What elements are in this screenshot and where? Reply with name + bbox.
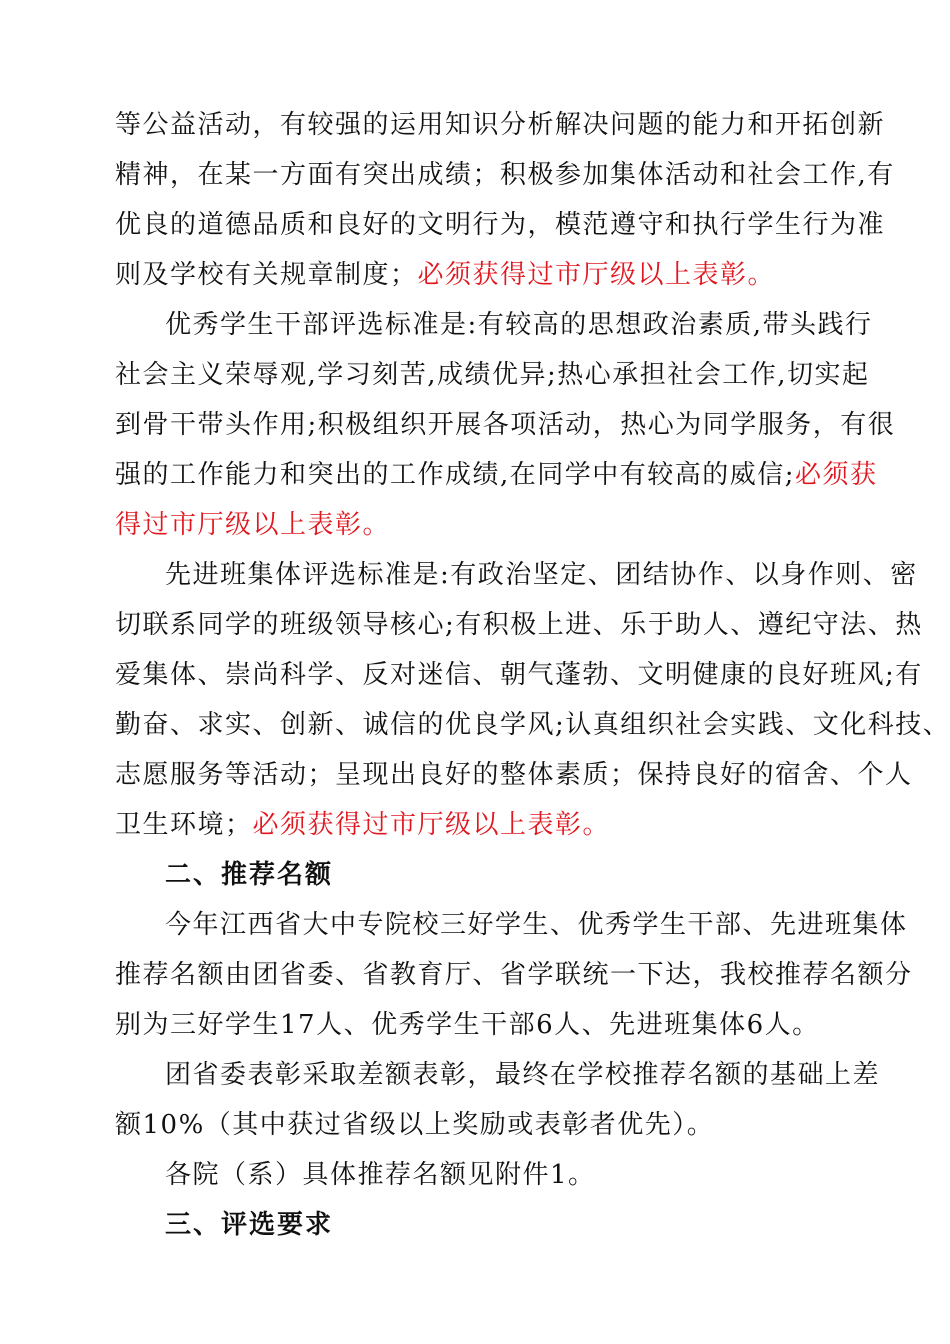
p3-line-2: 切联系同学的班级领导核心;有积极上进、乐于助人、遵纪守法、热 [115, 610, 923, 640]
p4-line-1: 今年江西省大中专院校三好学生、优秀学生干部、先进班集体 [165, 910, 908, 940]
p5-line-1: 团省委表彰采取差额表彰，最终在学校推荐名额的基础上差 [165, 1060, 881, 1090]
p2-line-4-text: 强的工作能力和突出的工作成绩,在同学中有较高的威信; [115, 460, 796, 490]
p1-line-2: 精神，在某一方面有突出成绩；积极参加集体活动和社会工作,有 [115, 160, 895, 190]
p1-line-4 [115, 260, 775, 290]
p3-line-6 [115, 810, 610, 840]
p2-line-3: 到骨干带头作用;积极组织开展各项活动，热心为同学服务，有很 [115, 410, 896, 440]
p1-line-4-text: 则及学校有关规章制度； [115, 260, 418, 290]
p1-line-3: 优良的道德品质和良好的文明行为，模范遵守和执行学生行为准 [115, 210, 886, 240]
p3-line-4: 勤奋、求实、创新、诚信的优良学风;认真组织社会实践、文化科技、 [115, 710, 950, 740]
p3-line-5: 志愿服务等活动；呈现出良好的整体素质；保持良好的宿舍、个人 [115, 760, 913, 790]
p4-line-3: 别为三好学生17人、优秀学生干部6人、先进班集体6人。 [115, 1010, 820, 1040]
p2-line-1: 优秀学生干部评选标准是:有较高的思想政治素质,带头践行 [165, 310, 873, 340]
p1-requirement-highlight: 必须获得过市厅级以上表彰。 [417, 260, 776, 290]
p3-requirement-highlight: 必须获得过市厅级以上表彰。 [252, 810, 611, 840]
p5-line-2: 额10%（其中获过省级以上奖励或表彰者优先）。 [115, 1110, 715, 1140]
p6-line-1: 各院（系）具体推荐名额见附件1。 [165, 1160, 596, 1190]
p2-line-2: 社会主义荣辱观,学习刻苦,成绩优异;热心承担社会工作,切实起 [115, 360, 870, 390]
p2-line-4 [115, 460, 878, 490]
section-heading-requirements: 三、评选要求 [165, 1210, 334, 1240]
p1-line-1: 等公益活动，有较强的运用知识分析解决问题的能力和开拓创新 [115, 110, 886, 140]
p3-line-6-text: 卫生环境； [115, 810, 253, 840]
p2-requirement-highlight-end: 得过市厅级以上表彰。 [115, 510, 391, 540]
p2-requirement-highlight-start: 必须获 [795, 460, 878, 490]
section-heading-quota: 二、推荐名额 [165, 860, 334, 890]
p3-line-1: 先进班集体评选标准是:有政治坚定、团结协作、以身作则、密 [165, 560, 918, 590]
p3-line-3: 爱集体、崇尚科学、反对迷信、朝气蓬勃、文明健康的良好班风;有 [115, 660, 923, 690]
p4-line-2: 推荐名额由团省委、省教育厅、省学联统一下达，我校推荐名额分 [115, 960, 913, 990]
